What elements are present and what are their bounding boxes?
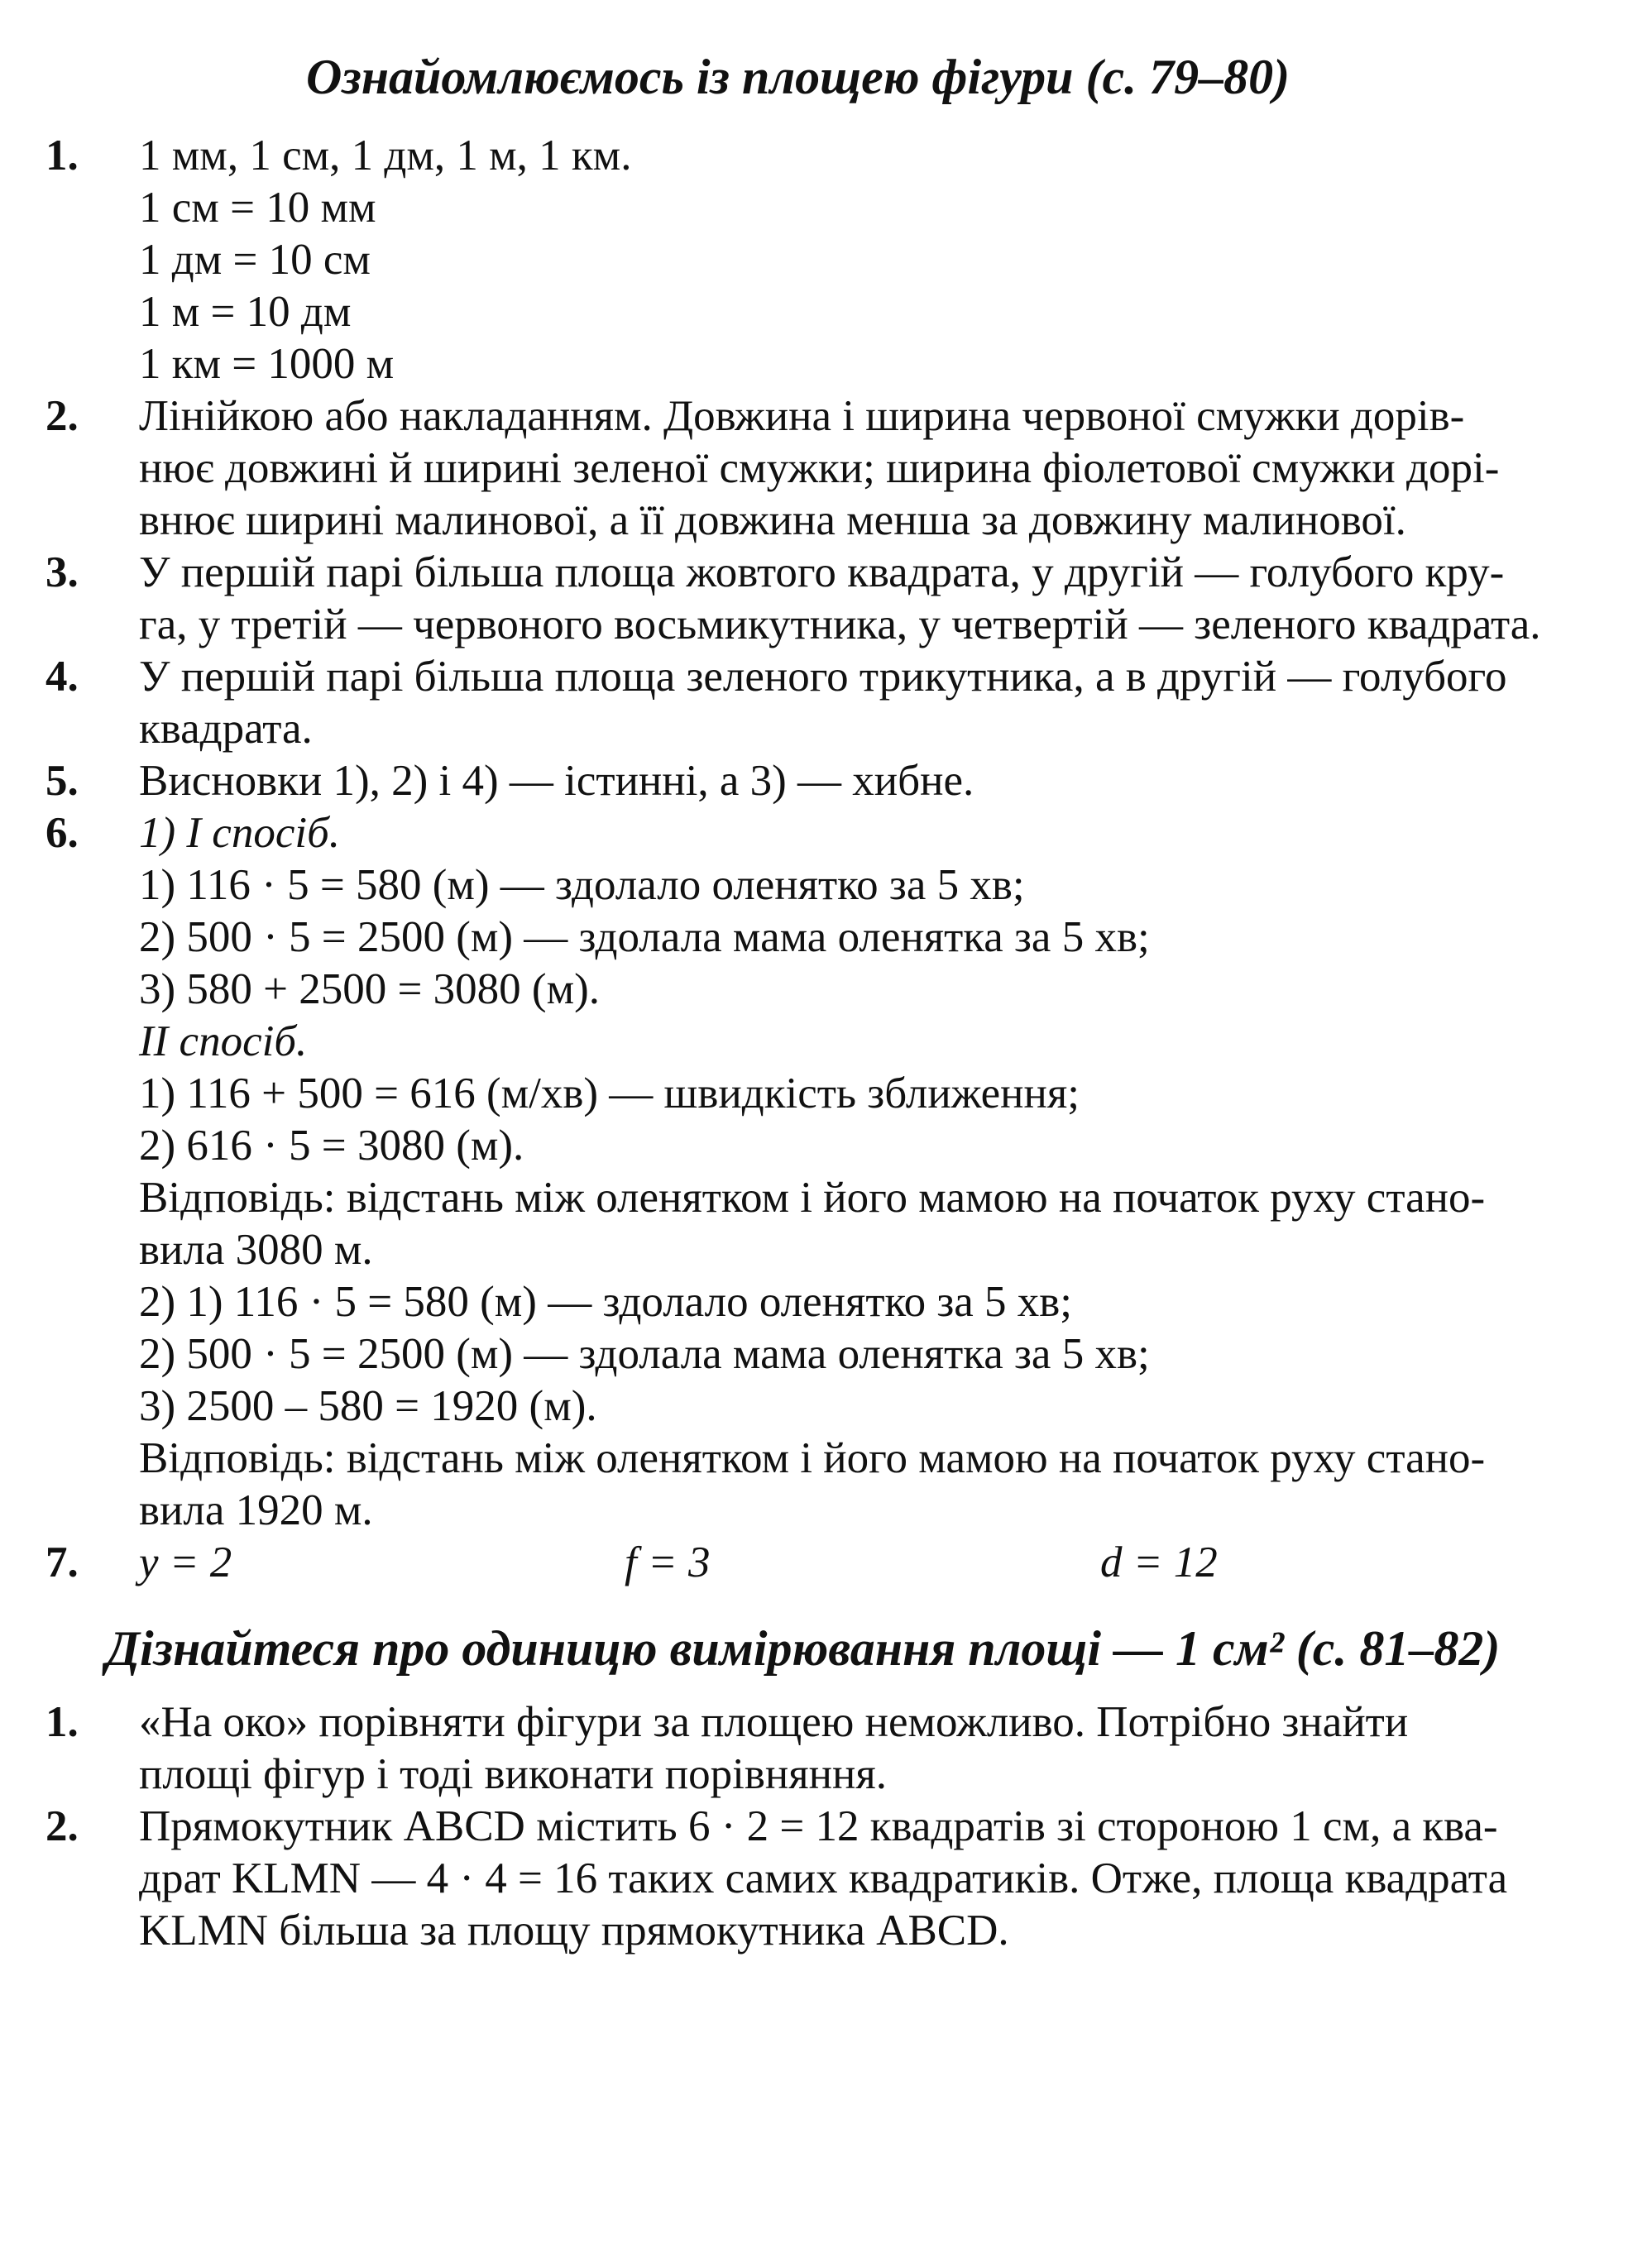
answer-line: Лінійкою або накладанням. Довжина і ширина червоної смужки дорів- xyxy=(139,392,1465,440)
answer-line: 1 см = 10 мм xyxy=(139,184,376,232)
answer-item-7 xyxy=(0,1536,1652,1589)
answer-line: квадрата. xyxy=(139,705,313,753)
item-number: 7. xyxy=(45,1538,79,1586)
equation-answer: y = 2 xyxy=(139,1538,232,1586)
answer-line: площі фігур і тоді виконати порівняння. xyxy=(139,1750,887,1798)
answer-line: Відповідь: відстань між оленятком і його мамою на початок руху стано- xyxy=(139,1174,1486,1222)
answer-item-2 xyxy=(0,1800,1652,1956)
answer-line: вила 1920 м. xyxy=(139,1486,373,1534)
section-title-area: Ознайомлюємось із площею фігури (с. 79–80) xyxy=(306,50,1290,104)
answer-line: 1 м = 10 дм xyxy=(139,288,352,336)
item-number: 1. xyxy=(45,1698,79,1746)
answer-item-5 xyxy=(0,754,1652,806)
item-number: 6. xyxy=(45,809,79,857)
answer-line: 1) 116 + 500 = 616 (м/хв) — швидкість зближення; xyxy=(139,1069,1080,1117)
answer-line: «На око» порівняти фігури за площею неможливо. Потрібно знайти xyxy=(139,1698,1409,1746)
answer-line: Висновки 1), 2) і 4) — істинні, а 3) — хибне. xyxy=(139,757,974,805)
answer-item-6 xyxy=(0,806,1652,1536)
answer-line: нює довжині й ширині зеленої смужки; ширина фіолетової смужки дорі- xyxy=(139,444,1500,492)
section-area-answers xyxy=(0,129,1652,1589)
method-label: 1) І спосіб. xyxy=(139,809,340,857)
item-number: 3. xyxy=(45,548,79,596)
item-number: 4. xyxy=(45,653,79,701)
answer-line: 3) 2500 – 580 = 1920 (м). xyxy=(139,1382,597,1430)
answer-line: 3) 580 + 2500 = 3080 (м). xyxy=(139,965,601,1013)
answer-line: 2) 500 · 5 = 2500 (м) — здолала мама оленятка за 5 хв; xyxy=(139,913,1150,961)
answer-item-2 xyxy=(0,390,1652,546)
answer-line: У першій парі більша площа зеленого трикутника, а в другій — голубого xyxy=(139,653,1507,701)
answer-line: Прямокутник ABCD містить 6 · 2 = 12 квадратів зі стороною 1 см, а ква- xyxy=(139,1802,1498,1850)
equation-answer: f = 3 xyxy=(625,1538,711,1586)
answer-line: У першій парі більша площа жовтого квадрата, у другій — голубого кру- xyxy=(139,548,1505,596)
item-number: 2. xyxy=(45,392,79,440)
answer-item-1 xyxy=(0,129,1652,390)
equation-answer: d = 12 xyxy=(1100,1538,1218,1586)
section-square-cm-answers xyxy=(0,1696,1652,1956)
answer-line: драт KLMN — 4 · 4 = 16 таких самих квадратиків. Отже, площа квадрата xyxy=(139,1854,1508,1902)
answer-line: 1 дм = 10 см xyxy=(139,236,371,284)
answer-line: KLMN більша за площу прямокутника ABCD. xyxy=(139,1907,1009,1955)
answer-line: 2) 1) 116 · 5 = 580 (м) — здолало оленятко за 5 хв; xyxy=(139,1278,1073,1326)
item-number: 1. xyxy=(45,132,79,179)
section-title-square-cm: Дізнайтеся про одиницю вимірювання площі — 1 см² (с. 81–82) xyxy=(106,1621,1501,1676)
answer-line: 1 мм, 1 см, 1 дм, 1 м, 1 км. xyxy=(139,132,632,179)
answer-line: 1 км = 1000 м xyxy=(139,340,395,388)
item-number: 5. xyxy=(45,757,79,805)
answer-line: 2) 500 · 5 = 2500 (м) — здолала мама оленятка за 5 хв; xyxy=(139,1330,1150,1378)
answer-item-4 xyxy=(0,650,1652,754)
method-label: ІІ спосіб. xyxy=(139,1017,308,1065)
answer-line: 1) 116 · 5 = 580 (м) — здолало оленятко за 5 хв; xyxy=(139,861,1025,909)
item-number: 2. xyxy=(45,1802,79,1850)
answer-item-1 xyxy=(0,1696,1652,1800)
answer-line: вила 3080 м. xyxy=(139,1226,373,1274)
answer-line: внює ширині малинової, а її довжина менша за довжину малинової. xyxy=(139,496,1406,544)
answer-line: 2) 616 · 5 = 3080 (м). xyxy=(139,1122,524,1170)
answer-line: га, у третій — червоного восьмикутника, у четвертій — зеленого квадрата. xyxy=(139,600,1541,648)
answer-item-3 xyxy=(0,546,1652,650)
answer-line: Відповідь: відстань між оленятком і його мамою на початок руху стано- xyxy=(139,1434,1486,1482)
